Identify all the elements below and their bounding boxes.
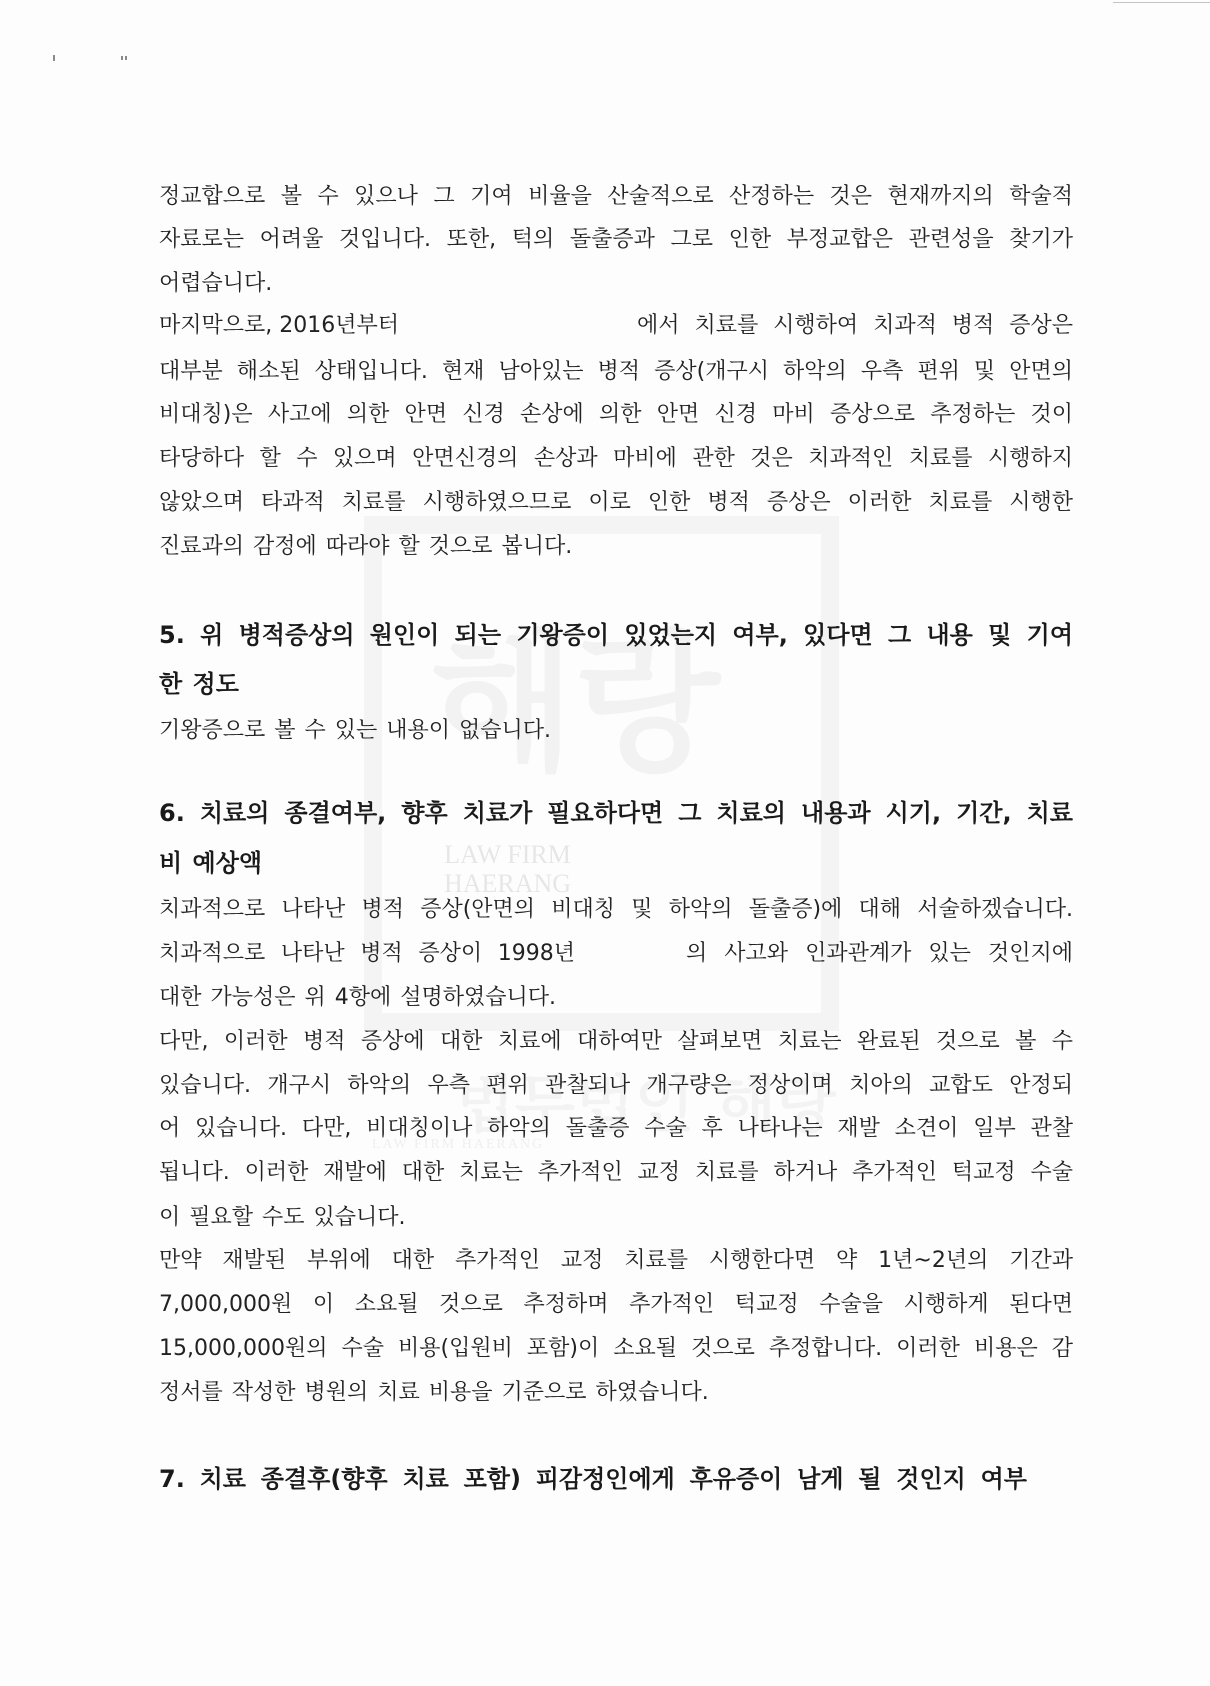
body-text-line: 다만, 이러한 병적 증상에 대한 치료에 대하여만 살펴보면 치료는 완료된 것으로 볼 수 xyxy=(159,1029,1073,1054)
body-text-line: 7,000,000원 이 소요될 것으로 추정하며 추가적인 턱교정 수술을 시행하게 된다면 xyxy=(159,1292,1073,1317)
body-text-line: 기왕증으로 볼 수 있는 내용이 없습니다. xyxy=(159,718,551,743)
scan-mark xyxy=(125,56,127,60)
watermark-latin-line-2: HAERANG xyxy=(443,869,572,898)
body-text-line: 만약 재발된 부위에 대한 추가적인 교정 치료를 시행한다면 약 1년~2년의 기간과 xyxy=(159,1248,1073,1273)
text-before-redaction: 치과적으로 나타난 병적 증상이 1998년 xyxy=(159,941,575,966)
body-text-line: 자료로는 어려울 것입니다. 또한, 턱의 돌출증과 그로 인한 부정교합은 관련성을 찾기가 xyxy=(159,227,1073,252)
scan-edge-line xyxy=(1113,2,1210,3)
section-6-heading: 비 예상액 xyxy=(159,849,263,877)
watermark-latin-line-1: LAW FIRM xyxy=(444,840,571,869)
body-text-line: 정교합으로 볼 수 있으나 그 기여 비율을 산술적으로 산정하는 것은 현재까지의 학술적 xyxy=(159,184,1073,209)
text-after-redaction: 의 사고와 인과관계가 있는 것인지에 xyxy=(686,941,1073,966)
section-7-heading: 7. 치료 종결후(향후 치료 포함) 피감정인에게 후유증이 남게 될 것인지 여부 xyxy=(159,1465,1027,1493)
watermark-firm-name-latin: LAW FIRM HAERANG xyxy=(372,1137,545,1152)
body-text-line: 15,000,000원의 수술 비용(입원비 포함)이 소요될 것으로 추정합니다. 이러한 비용은 감 xyxy=(159,1336,1073,1361)
scan-mark xyxy=(53,55,55,61)
body-text-line: 비대칭)은 사고에 의한 안면 신경 손상에 의한 안면 신경 마비 증상으로 추정하는 것이 xyxy=(159,402,1073,427)
text-after-redaction: 에서 치료를 시행하여 치과적 병적 증상은 xyxy=(637,313,1073,338)
body-text-line: 대부분 해소된 상태입니다. 현재 남아있는 병적 증상(개구시 하악의 우측 편위 및 안면의 xyxy=(159,359,1073,384)
body-text-line: 치과적으로 나타난 병적 증상(안면의 비대칭 및 하악의 돌출증)에 대해 서술하겠습니다. xyxy=(159,897,1073,922)
body-text-line: 않았으며 타과적 치료를 시행하였으므로 이로 인한 병적 증상은 이러한 치료를 시행한 xyxy=(159,490,1073,515)
body-text-line: 어 있습니다. 다만, 비대칭이나 하악의 돌출증 수술 후 나타나는 재발 소견이 일부 관찰 xyxy=(159,1116,1073,1141)
body-text-line: 타당하다 할 수 있으며 안면신경의 손상과 마비에 관한 것은 치과적인 치료를 시행하지 xyxy=(159,446,1073,471)
body-text-line: 이 필요할 수도 있습니다. xyxy=(159,1205,406,1230)
section-5-heading: 한 정도 xyxy=(159,670,239,698)
body-text-line: 됩니다. 이러한 재발에 대한 치료는 추가적인 교정 치료를 하거나 추가적인 턱교정 수술 xyxy=(159,1160,1073,1185)
body-text-line: 대한 가능성은 위 4항에 설명하였습니다. xyxy=(159,985,556,1010)
scan-mark xyxy=(121,56,123,60)
body-text-line: 어렵습니다. xyxy=(159,271,273,296)
body-text-line-with-redaction xyxy=(159,938,1073,970)
body-text-line-with-redaction xyxy=(159,310,1073,342)
section-6-heading: 6. 치료의 종결여부, 향후 치료가 필요하다면 그 치료의 내용과 시기, 기간, 치료 xyxy=(159,799,1073,827)
body-text-line: 있습니다. 개구시 하악의 우측 편위 관찰되나 개구량은 정상이며 치아의 교합도 안정되 xyxy=(159,1073,1073,1098)
body-text-line: 정서를 작성한 병원의 치료 비용을 기준으로 하였습니다. xyxy=(159,1380,709,1405)
section-5-heading: 5. 위 병적증상의 원인이 되는 기왕증이 있었는지 여부, 있다면 그 내용 및 기여 xyxy=(159,621,1073,649)
text-before-redaction: 마지막으로, 2016년부터 xyxy=(159,313,399,338)
body-text-line: 진료과의 감정에 따라야 할 것으로 봅니다. xyxy=(159,534,573,559)
